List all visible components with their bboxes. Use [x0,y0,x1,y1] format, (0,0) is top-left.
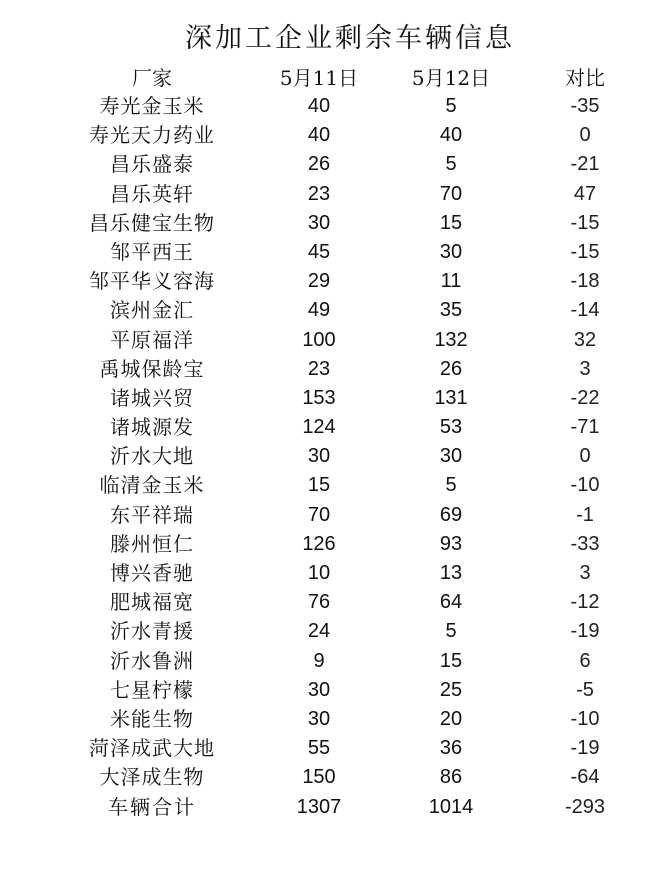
count-change: 0 [579,124,591,147]
count-change: -35 [570,95,600,117]
table-row [0,384,652,413]
count-change: 3 [579,357,591,380]
count-change: 6 [579,649,591,672]
count-may12: 25 [439,678,463,701]
count-may11: 15 [307,474,331,497]
count-may11: 30 [307,707,331,730]
factory-name: 邹平西王 [110,239,194,264]
count-may12: 64 [439,591,463,614]
count-may11: 76 [307,591,331,614]
factory-name: 七星柠檬 [110,677,194,702]
count-may11: 30 [307,211,331,234]
table-row [0,763,652,792]
count-may11: 29 [307,270,331,293]
total-label: 车辆合计 [108,794,196,819]
table-row [0,501,652,530]
header-factory: 厂家 [132,66,172,90]
count-change: -1 [576,503,594,526]
count-may12: 131 [434,386,468,409]
table-row [0,209,652,238]
count-may12: 5 [445,620,457,643]
count-may11: 30 [307,445,331,468]
count-may12: 53 [439,416,463,439]
count-may11: 40 [307,95,331,117]
count-change: -10 [570,474,600,497]
table-row [0,355,652,384]
count-may11: 24 [307,620,331,643]
count-change: -21 [570,153,600,176]
count-change: 47 [573,182,597,205]
count-may11: 9 [313,649,325,672]
count-change: -64 [570,766,600,789]
table-row [0,326,652,355]
factory-name: 沂水大地 [110,444,194,469]
factory-name: 诸城源发 [110,415,194,440]
factory-name: 大泽成生物 [99,765,205,790]
count-may12: 30 [439,445,463,468]
table-row [0,588,652,617]
count-may12: 5 [445,474,457,497]
count-may11: 124 [302,416,336,439]
count-may12: 86 [439,766,463,789]
factory-name: 滨州金汇 [110,298,194,323]
factory-name: 寿光天力药业 [89,123,215,148]
count-may12: 15 [439,211,463,234]
table-row [0,180,652,209]
factory-name: 米能生物 [110,706,194,731]
count-may12: 15 [439,649,463,672]
table-row [0,121,652,150]
count-may12: 30 [439,240,463,263]
table-row [0,296,652,325]
factory-name: 平原福洋 [110,327,194,352]
table-header [0,62,652,92]
count-may12: 93 [439,532,463,555]
header-date1: 5月11日 [279,66,359,90]
count-change: -15 [570,211,600,234]
table-row [0,734,652,763]
count-may11: 40 [307,124,331,147]
count-may11: 70 [307,503,331,526]
table-row [0,705,652,734]
header-compare: 对比 [565,66,605,90]
table-row [0,647,652,676]
factory-name: 昌乐英轩 [110,181,194,206]
count-may11: 49 [307,299,331,322]
count-change: -14 [570,299,600,322]
table-row [0,150,652,179]
factory-name: 沂水鲁洲 [110,648,194,673]
count-change: -5 [576,678,594,701]
factory-name: 沂水青援 [110,619,194,644]
count-change: -22 [570,386,600,409]
table-row [0,267,652,296]
total-may12: 1014 [428,795,474,818]
count-may11: 26 [307,153,331,176]
count-may12: 20 [439,707,463,730]
factory-name: 寿光金玉米 [99,94,205,118]
count-change: -19 [570,620,600,643]
table-row [0,471,652,500]
count-change: -15 [570,240,600,263]
count-change: -71 [570,416,600,439]
count-change: -12 [570,591,600,614]
factory-name: 临清金玉米 [99,473,205,498]
count-change: 32 [573,328,597,351]
count-may11: 23 [307,182,331,205]
count-may11: 150 [302,766,336,789]
table-row [0,413,652,442]
count-may11: 23 [307,357,331,380]
table-row [0,617,652,646]
factory-name: 昌乐盛泰 [110,152,194,177]
table-row [0,676,652,705]
factory-name: 博兴香驰 [110,561,194,585]
table-body [0,92,652,822]
count-may12: 132 [434,328,468,351]
factory-name: 昌乐健宝生物 [89,210,215,235]
table-row [0,92,652,121]
total-row [0,793,652,822]
count-may12: 5 [445,153,457,176]
table-row [0,530,652,559]
count-change: 3 [579,562,591,584]
count-change: -33 [570,532,600,555]
table-row [0,442,652,471]
header-date2: 5月12日 [411,66,491,90]
count-may12: 69 [439,503,463,526]
count-may11: 30 [307,678,331,701]
total-may11: 1307 [296,795,342,818]
count-may11: 55 [307,737,331,760]
count-may11: 126 [302,532,336,555]
count-may12: 70 [439,182,463,205]
count-may11: 100 [302,328,336,351]
table-row [0,238,652,267]
total-change: -293 [564,795,606,818]
document-title: 深加工企业剩余车辆信息 [185,23,515,54]
count-may12: 40 [439,124,463,147]
factory-name: 禹城保龄宝 [99,356,205,381]
count-may11: 45 [307,240,331,263]
factory-name: 邹平华义容海 [89,269,215,294]
count-may12: 13 [439,562,463,584]
factory-name: 滕州恒仁 [110,531,194,556]
count-change: 0 [579,445,591,468]
table-row [0,559,652,588]
count-may11: 10 [307,562,331,584]
factory-name: 诸城兴贸 [110,385,194,410]
count-may12: 5 [445,95,457,117]
count-may12: 26 [439,357,463,380]
count-may12: 35 [439,299,463,322]
factory-name: 东平祥瑞 [110,502,194,527]
count-may11: 153 [302,386,336,409]
count-may12: 36 [439,737,463,760]
factory-name: 肥城福宽 [110,590,194,615]
count-may12: 11 [440,270,462,293]
count-change: -18 [570,270,600,293]
factory-name: 菏泽成武大地 [89,736,215,761]
count-change: -19 [570,737,600,760]
count-change: -10 [570,707,600,730]
